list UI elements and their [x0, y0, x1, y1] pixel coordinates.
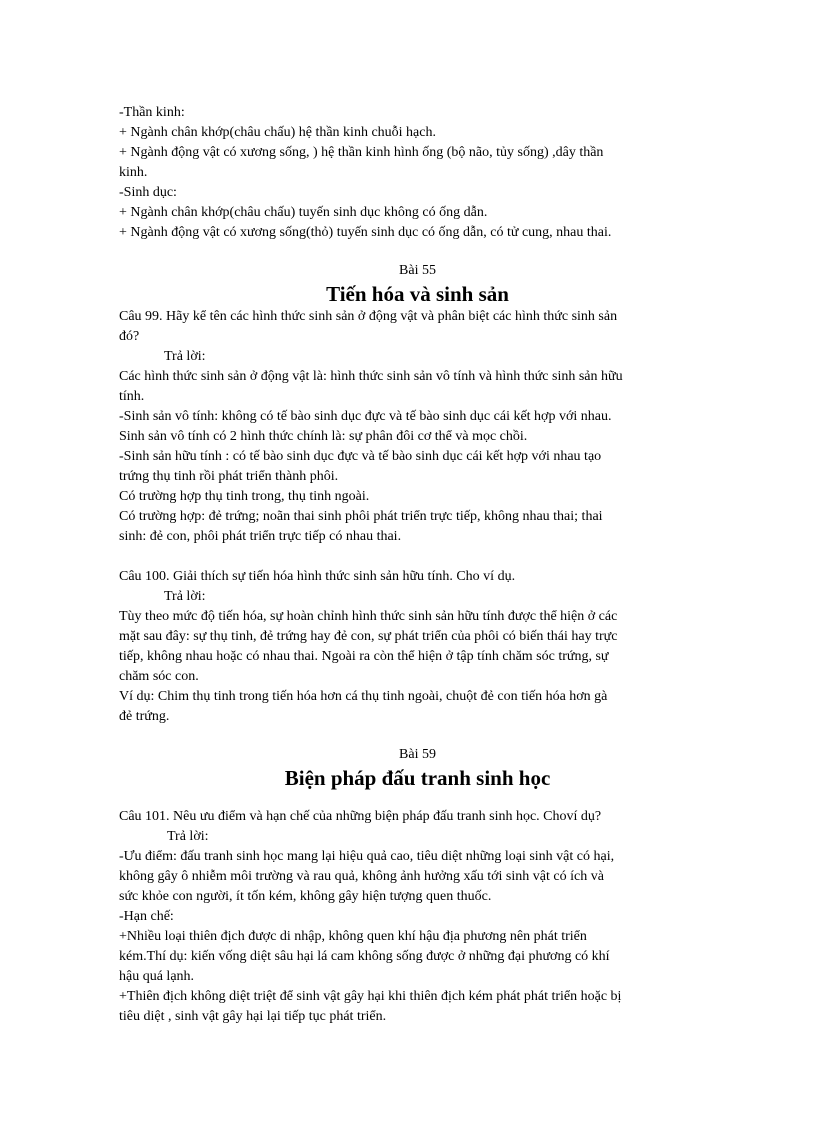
answer-line: -Sinh sản hữu tính : có tế bào sinh dục đực và tế bào sinh dục cái kết hợp với nhau tạo	[119, 449, 602, 464]
answer-label: Trả lời:	[167, 829, 209, 844]
text-line: -Sinh dục:	[119, 185, 177, 200]
answer-line: -Ưu điểm: đấu tranh sinh học mang lại hiệu quả cao, tiêu diệt những loại sinh vật có hại,	[119, 849, 615, 864]
answer-line: -Hạn chế:	[119, 909, 174, 924]
answer-line: +Thiên địch không diệt triệt để sinh vật gây hại khi thiên địch kém phát phát triển hoặc bị	[119, 989, 622, 1004]
spacer	[119, 791, 716, 807]
answer-line: Có trường hợp: đẻ trứng; noãn thai sinh phôi phát triển trực tiếp, không nhau thai; thai	[119, 509, 603, 524]
question-text: đó?	[119, 329, 140, 344]
text-line: + Ngành chân khớp(châu chấu) tuyến sinh dục không có ống dẫn.	[119, 205, 488, 220]
lesson-55-number: Bài 55	[399, 263, 436, 278]
question-text: Câu 100. Giải thích sự tiến hóa hình thức sinh sản hữu tính. Cho ví dụ.	[119, 569, 516, 584]
text-line: + Ngành động vật có xương sống(thỏ) tuyến sinh dục có ống dẫn, có tử cung, nhau thai.	[119, 225, 612, 240]
answer-line: đẻ trứng.	[119, 709, 170, 724]
question-text: Câu 99. Hãy kể tên các hình thức sinh sản ở động vật và phân biệt các hình thức sinh sản	[119, 309, 618, 324]
answer-line: Ví dụ: Chim thụ tinh trong tiến hóa hơn cá thụ tinh ngoài, chuột đẻ con tiến hóa hơn gà	[119, 689, 608, 704]
answer-line: chăm sóc con.	[119, 669, 199, 684]
question-text: Câu 101. Nêu ưu điểm và hạn chế của những biện pháp đấu tranh sinh học. Choví dụ?	[119, 809, 602, 824]
answer-line: sức khỏe con người, ít tốn kém, không gây hiện tượng quen thuốc.	[119, 889, 492, 904]
answer-line: sinh: đẻ con, phôi phát triển trực tiếp có nhau thai.	[119, 529, 402, 544]
text-line: kinh.	[119, 165, 148, 180]
answer-line: hậu quá lạnh.	[119, 969, 195, 984]
answer-label: Trả lời:	[164, 349, 206, 364]
answer-label: Trả lời:	[164, 589, 206, 604]
answer-line: mặt sau đây: sự thụ tinh, đẻ trứng hay đẻ con, sự phát triển của phôi có biến thái hay trực	[119, 629, 618, 644]
answer-line: -Sinh sản vô tính: không có tế bào sinh dục đực và tế bào sinh dục cái kết hợp với nhau.	[119, 409, 612, 424]
answer-line: Các hình thức sinh sản ở động vật là: hình thức sinh sản vô tính và hình thức sinh sản hữu	[119, 369, 623, 384]
answer-line: kém.Thí dụ: kiến vống diệt sâu hại lá cam không sống được ở những đại phương có khí	[119, 949, 610, 964]
question-101	[119, 807, 716, 1027]
text-line: + Ngành động vật có xương sống, ) hệ thần kinh hình ống (bộ não, tủy sống) ,dây thần	[119, 145, 604, 160]
answer-line: Có trường hợp thụ tinh trong, thụ tinh ngoài.	[119, 489, 370, 504]
question-100	[119, 567, 716, 727]
text-line: + Ngành chân khớp(châu chấu) hệ thần kinh chuỗi hạch.	[119, 125, 436, 140]
intro-section	[119, 103, 716, 243]
answer-line: Sinh sản vô tính có 2 hình thức chính là: sự phân đôi cơ thể và mọc chồi.	[119, 429, 528, 444]
spacer	[119, 547, 716, 567]
lesson-59-title: Biện pháp đấu tranh sinh học	[284, 766, 551, 790]
lesson-55-title: Tiến hóa và sinh sản	[326, 282, 509, 306]
answer-line: tiếp, không nhau hoặc có nhau thai. Ngoài ra còn thể hiện ở tập tính chăm sóc trứng, sự	[119, 649, 609, 664]
lesson-59-number: Bài 59	[399, 747, 436, 762]
answer-line: Tùy theo mức độ tiến hóa, sự hoàn chỉnh hình thức sinh sản hữu tính được thể hiện ở các	[119, 609, 618, 624]
question-99	[119, 307, 716, 547]
text-line: -Thần kinh:	[119, 105, 185, 120]
answer-line: tính.	[119, 389, 145, 404]
answer-line: +Nhiều loại thiên địch được di nhập, không quen khí hậu địa phương nên phát triển	[119, 929, 587, 944]
answer-line: tiêu diệt , sinh vật gây hại lại tiếp tục phát triển.	[119, 1009, 387, 1024]
answer-line: trứng thụ tinh rồi phát triển thành phôi.	[119, 469, 339, 484]
answer-line: không gây ô nhiễm môi trường và rau quả, không ảnh hưởng xấu tới sinh vật có ích và	[119, 869, 604, 884]
